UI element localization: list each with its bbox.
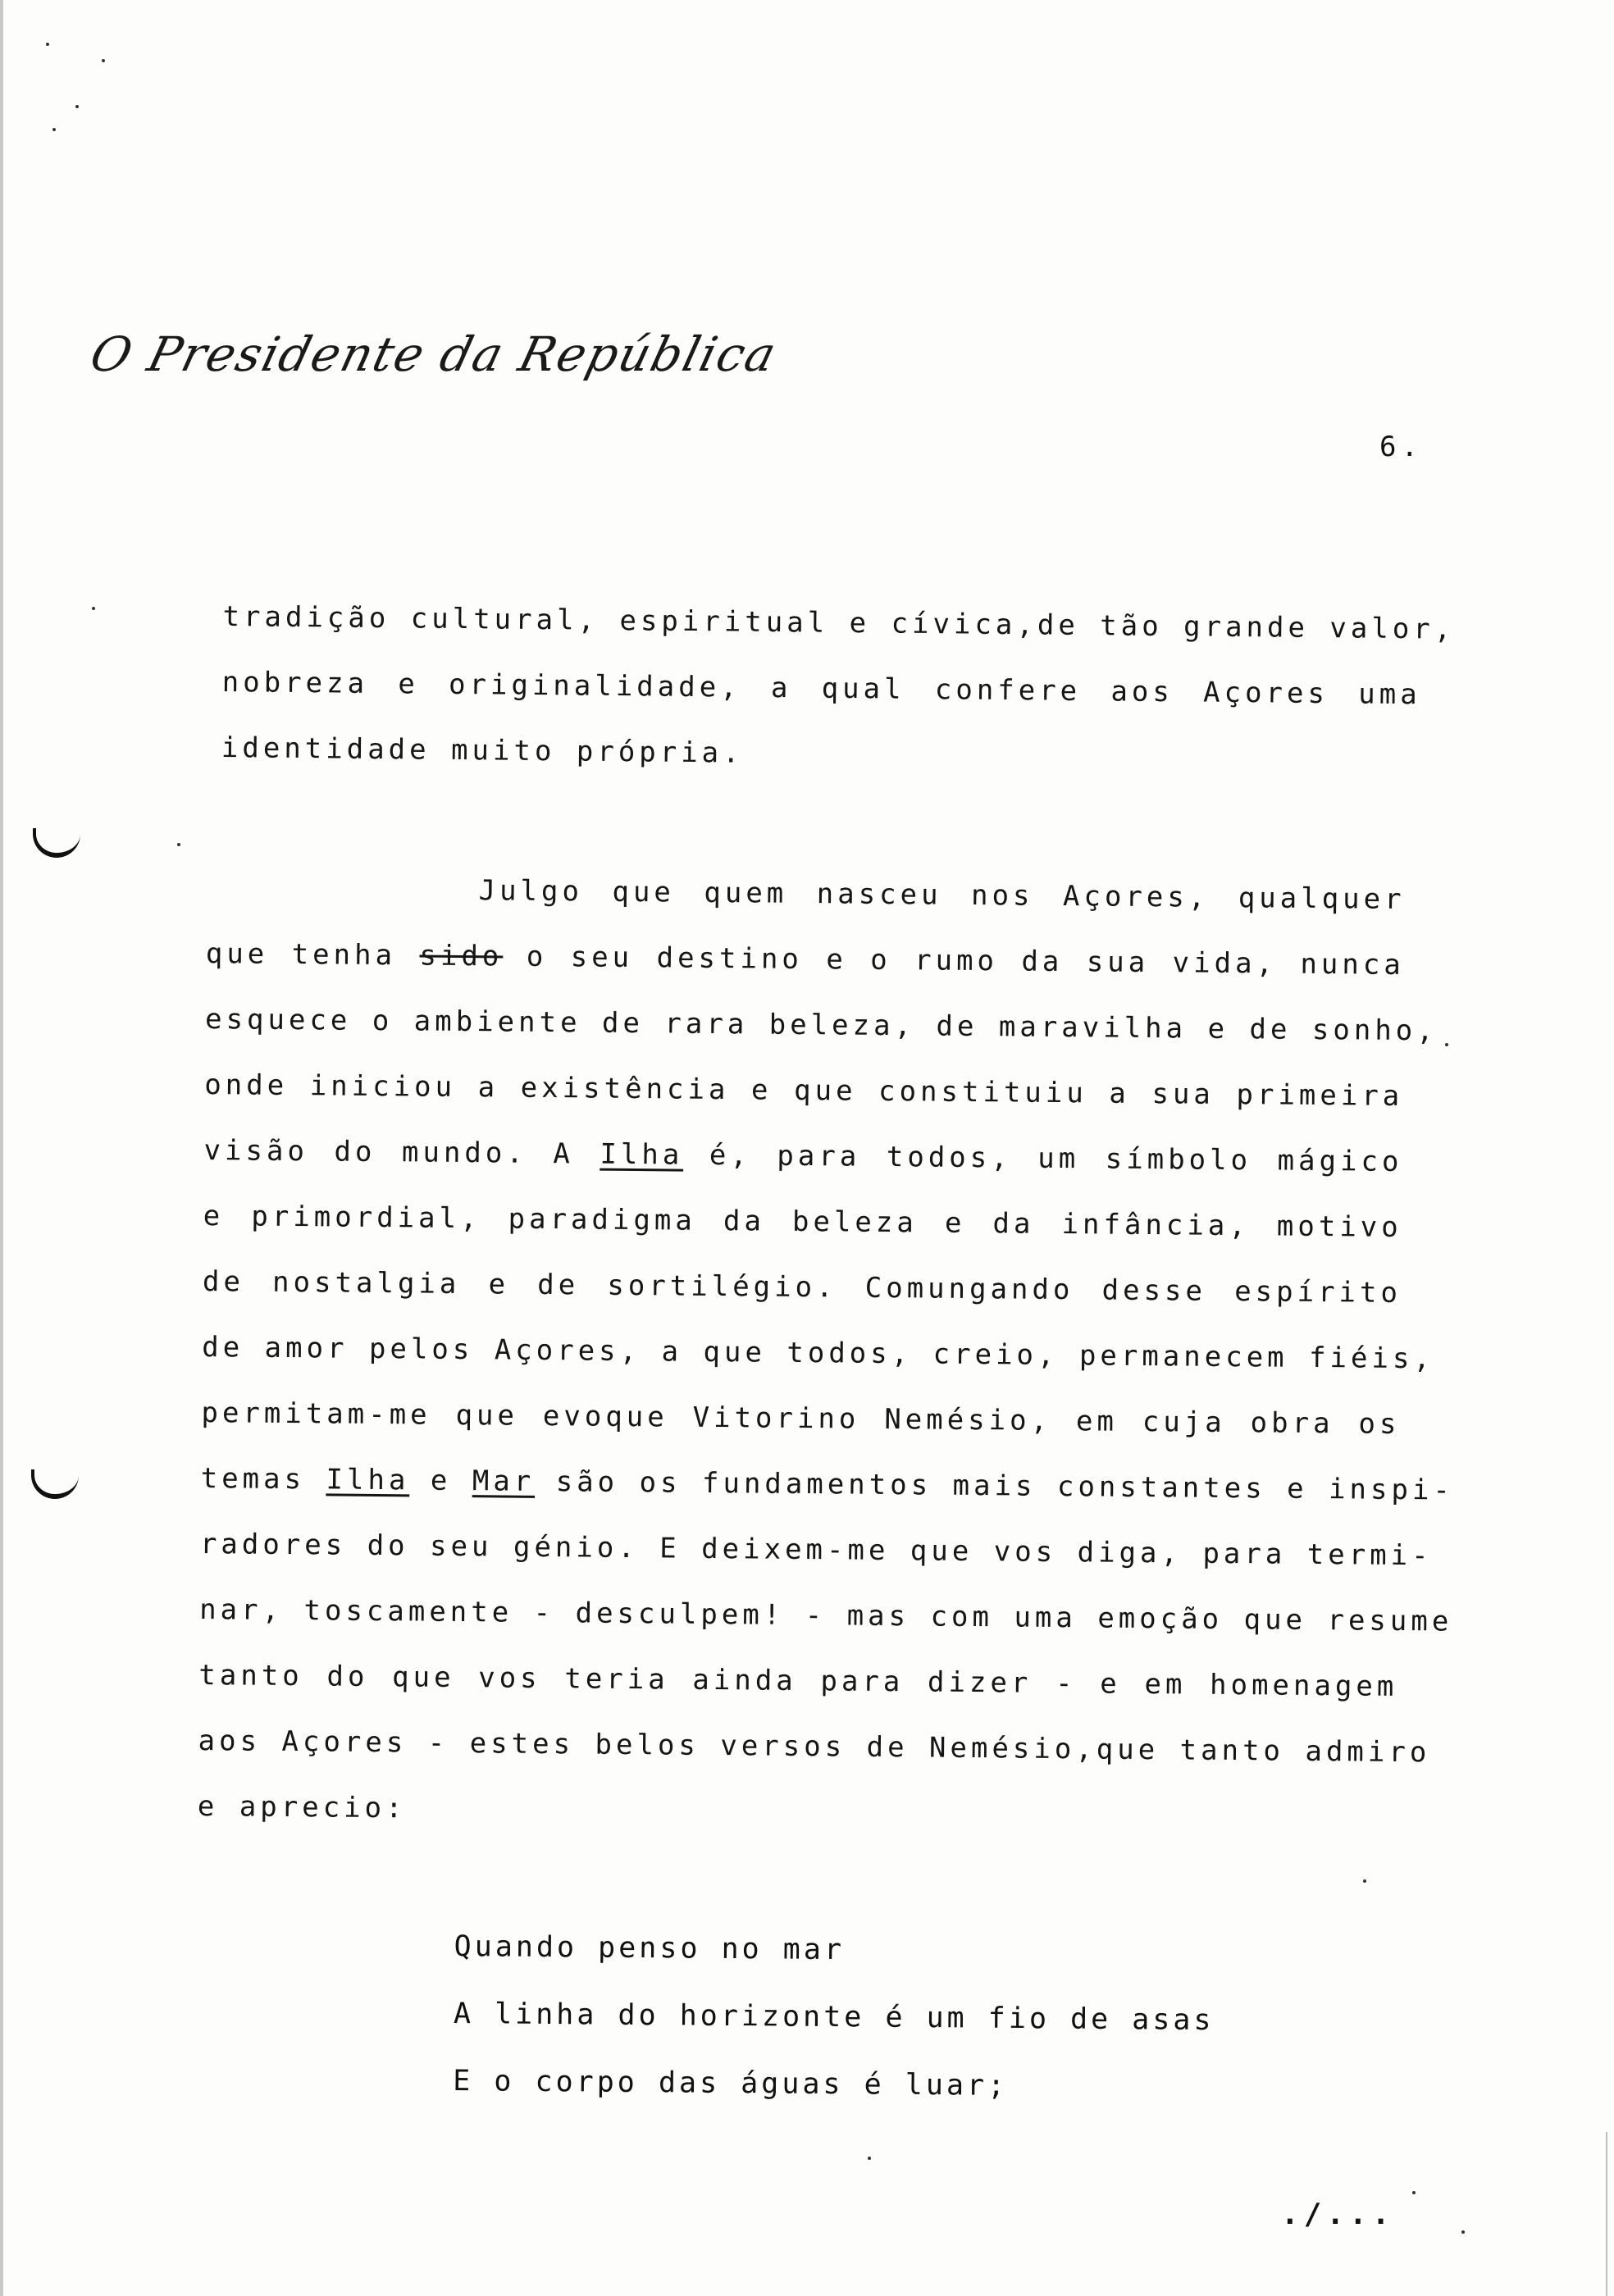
paragraph-line: tradição cultural, espiritual e cívica,de tão grande valor, [222,599,1456,646]
text-run: visão do mundo. A [203,1133,600,1171]
text-run: temas [200,1461,326,1496]
scan-speck [177,843,180,846]
scan-speck [75,105,79,108]
struck-text: sido [419,939,504,973]
underlined-word-mar: Mar [472,1465,536,1498]
paragraph-line: radores do seu génio. E deixem-me que vos diga, para termi- [199,1527,1433,1573]
scan-speck [1445,1043,1448,1046]
text-run: que tenha [205,936,420,973]
scan-speck [1363,1879,1366,1883]
paragraph-line: de amor pelos Açores, a que todos, creio, permanecem fiéis, [202,1330,1435,1376]
page-number: 6. [1379,430,1423,463]
underlined-word-ilha: Ilha [326,1463,410,1497]
scan-speck [868,2157,871,2160]
continuation-mark: ./... [1281,2198,1395,2231]
paragraph-line [205,921,1405,998]
paragraph-1 [221,584,1456,793]
text-run: são os fundamentos mais constantes e inspi- [535,1465,1455,1507]
paragraph-line: permitam-me que evoque Vitorino Nemésio, em cuja obra os [201,1396,1401,1442]
poem-line: Quando penso no mar [454,1929,846,1967]
paragraph-line: onde iniciou a existência e que constituiu a sua primeira [204,1068,1404,1114]
letterhead-title: O Presidente da República [84,326,783,382]
paragraph-2 [197,855,1455,1851]
paragraph-line: tanto do que vos teria ainda para dizer - e em homenagem [198,1658,1398,1703]
scan-speck [52,128,56,131]
paragraph-line [200,1446,1455,1523]
text-run: é, para todos, um símbolo mágico [683,1138,1403,1179]
paragraph-line [203,1118,1403,1195]
binding-mark [33,828,80,858]
scan-speck [1461,2230,1465,2234]
paragraph-line: Julgo que quem nasceu nos Açores, qualquer [478,874,1406,917]
paragraph-line: e primordial, paradigma da beleza e da infância, motivo [203,1199,1402,1245]
scan-speck [46,43,49,46]
scan-speck [92,607,95,610]
paragraph-line: esquece o ambiente de rara beleza, de maravilha e de sonho, [204,1002,1438,1048]
scan-speck [102,59,105,62]
text-run: o seu destino e o rumo da sua vida, nunca [503,940,1405,982]
poem-line: A linha do horizonte é um fio de asas [453,1997,1215,2038]
scan-left-edge [0,0,3,2296]
poem-line: E o corpo das águas é luar; [453,2064,1009,2102]
paragraph-line: nobreza e originalidade, a qual confere aos Açores uma [221,665,1421,712]
underlined-word-ilha: Ilha [600,1137,684,1172]
paragraph-line: de nostalgia e de sortilégio. Comungando desse espírito [202,1264,1402,1310]
scan-speck [1412,2191,1416,2194]
binding-mark [31,1469,79,1499]
text-run: e [409,1464,473,1498]
paragraph-line: e aprecio: [197,1789,407,1825]
poem-stanza [453,1913,1215,2121]
paragraph-line: nar, toscamente - desculpem! - mas com uma emoção que resume [198,1592,1453,1638]
paragraph-line: aos Açores - estes belos versos de Nemésio,que tanto admiro [198,1724,1431,1770]
paragraph-line: identidade muito própria. [221,731,744,770]
scan-right-edge [1606,2132,1607,2296]
